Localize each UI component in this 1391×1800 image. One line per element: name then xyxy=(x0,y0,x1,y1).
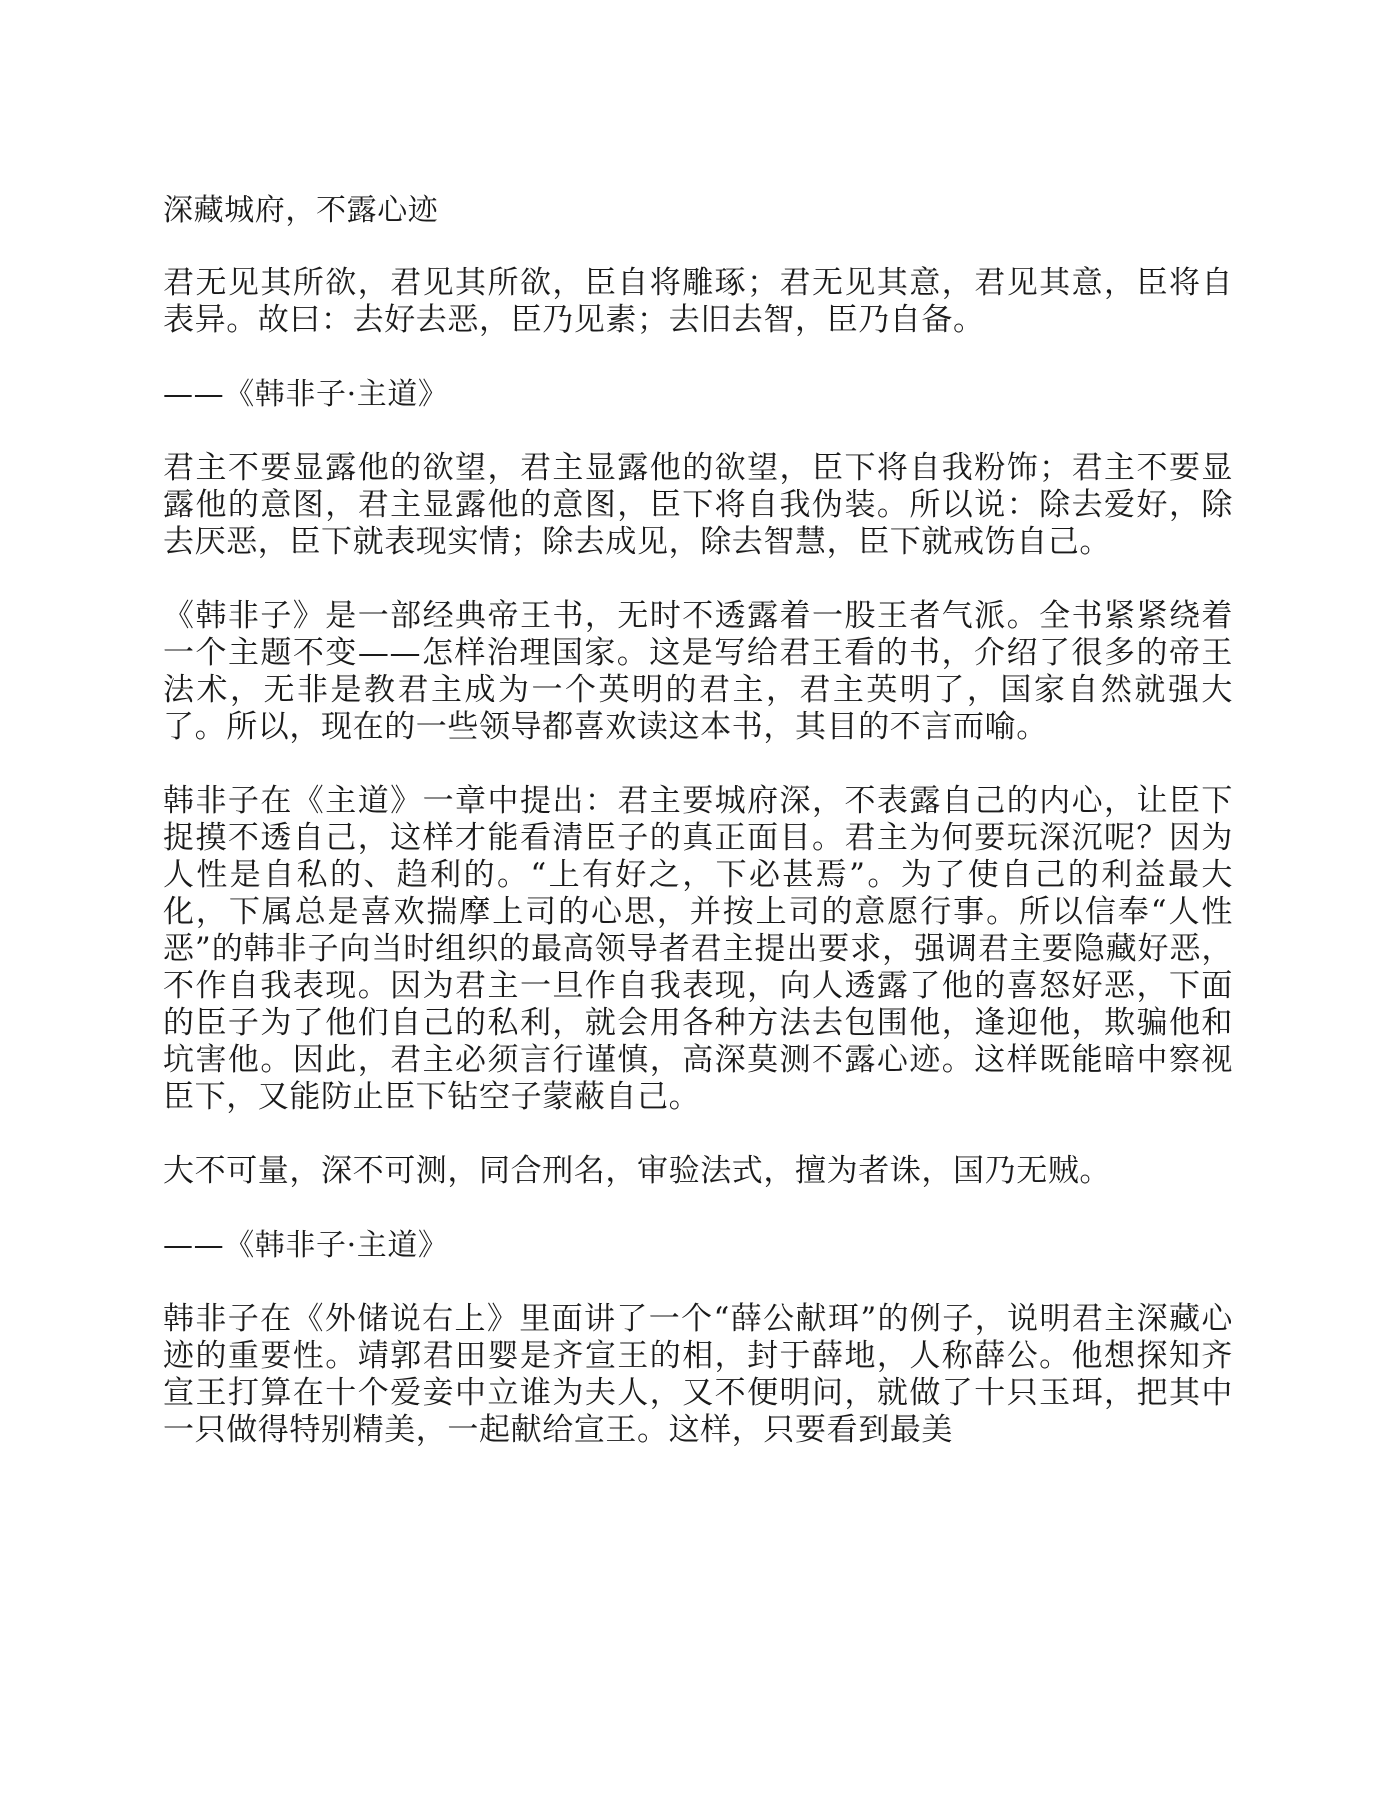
quote-paragraph: 君无见其所欲，君见其所欲，臣自将雕琢；君无见其意，君见其意，臣将自表异。故曰：去好去恶，臣乃见素；去旧去智，臣乃自备。 xyxy=(163,265,1233,338)
quote-attribution: ——《韩非子·主道》 xyxy=(163,377,449,412)
body-paragraph: 《韩非子》是一部经典帝王书，无时不透露着一股王者气派。全书紧紧绕着一个主题不变——怎样治理国家。这是写给君王看的书，介绍了很多的帝王法术，无非是教君主成为一个英明的君主，君主英明了，国家自然就强大了。所以，现在的一些领导都喜欢读这本书，其目的不言而喻。 xyxy=(163,598,1233,745)
body-paragraph: 韩非子在《主道》一章中提出：君主要城府深，不表露自己的内心，让臣下捉摸不透自己，这样才能看清臣子的真正面目。君主为何要玩深沉呢？因为人性是自私的、趋利的。“上有好之，下必甚焉”。为了使自己的利益最大化，下属总是喜欢揣摩上司的心思，并按上司的意愿行事。所以信奉“人性恶”的韩非子向当时组织的最高领导者君主提出要求，强调君主要隐藏好恶，不作自我表现。因为君主一旦作自我表现，向人透露了他的喜怒好恶，下面的臣子为了他们自己的私利，就会用各种方法去包围他，逢迎他，欺骗他和坑害他。因此，君主必须言行谨慎，高深莫测不露心迹。这样既能暗中察视臣下，又能防止臣下钻空子蒙蔽自己。 xyxy=(163,783,1233,1115)
body-paragraph: 韩非子在《外储说右上》里面讲了一个“薛公献珥”的例子，说明君主深藏心迹的重要性。靖郭君田婴是齐宣王的相，封于薛地，人称薛公。他想探知齐宣王打算在十个爱妾中立谁为夫人，又不便明问，就做了十只玉珥，把其中一只做得特别精美，一起献给宣王。这样，只要看到最美 xyxy=(163,1301,1233,1448)
document-heading: 深藏城府，不露心迹 xyxy=(163,193,439,228)
document-page xyxy=(163,192,1233,1449)
translation-paragraph: 君主不要显露他的欲望，君主显露他的欲望，臣下将自我粉饰；君主不要显露他的意图，君主显露他的意图，臣下将自我伪装。所以说：除去爱好，除去厌恶，臣下就表现实情；除去成见，除去智慧，臣下就戒饬自己。 xyxy=(163,450,1233,560)
quote-paragraph: 大不可量，深不可测，同合刑名，审验法式，擅为者诛，国乃无贼。 xyxy=(163,1153,1111,1189)
quote-attribution: ——《韩非子·主道》 xyxy=(163,1228,449,1263)
